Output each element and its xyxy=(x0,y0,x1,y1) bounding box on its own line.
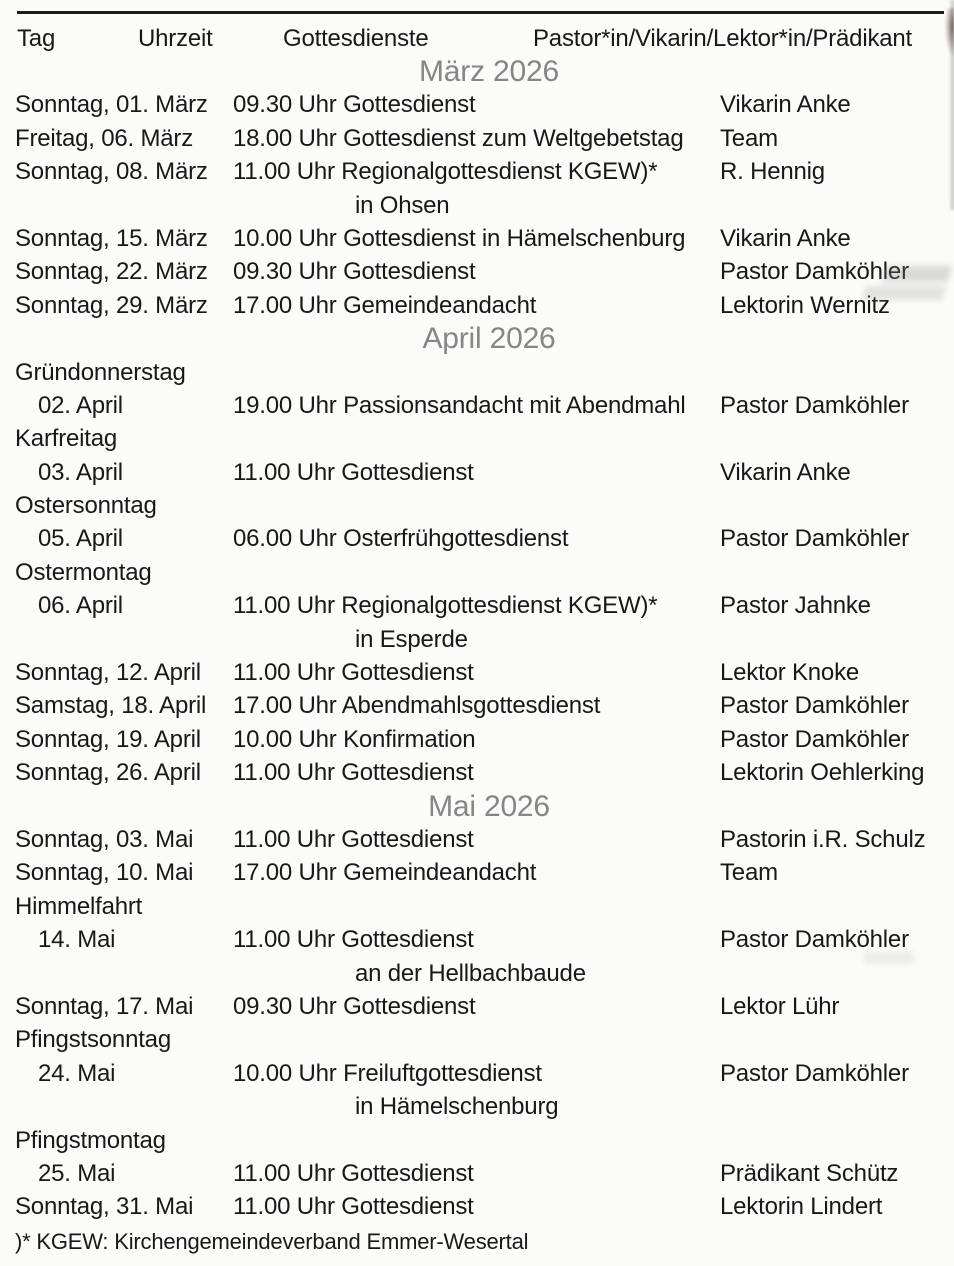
month-heading: März 2026 xyxy=(419,55,559,88)
row-person: Lektorin Wernitz xyxy=(720,291,890,319)
row-day: 03. April xyxy=(38,458,123,486)
row-person: Lektor Knoke xyxy=(720,659,860,687)
row-service: 11.00 Uhr Gottesdienst xyxy=(233,825,474,853)
schedule-row xyxy=(0,155,954,188)
row-service: 09.30 Uhr Gottesdienst xyxy=(233,91,476,119)
schedule-row xyxy=(0,1057,954,1090)
column-header-pastor: Pastor*in/Vikarin/Lektor*in/Prädikant xyxy=(533,25,913,52)
row-day: Sonntag, 29. März xyxy=(15,291,208,319)
schedule-row xyxy=(0,890,954,923)
row-person: R. Hennig xyxy=(720,158,825,186)
row-service: 11.00 Uhr Gottesdienst xyxy=(233,1193,474,1221)
row-person: Pastor Damköhler xyxy=(720,391,909,419)
schedule-row xyxy=(0,489,954,522)
row-service: in Hämelschenburg xyxy=(355,1093,559,1121)
schedule-row xyxy=(0,289,954,322)
schedule-row xyxy=(0,88,954,121)
row-day: Sonntag, 08. März xyxy=(15,158,208,186)
row-day: Freitag, 06. März xyxy=(15,124,193,152)
row-day: Sonntag, 12. April xyxy=(15,659,201,687)
row-person: Lektorin Lindert xyxy=(720,1193,883,1221)
schedule-row xyxy=(0,957,954,990)
row-person: Pastorin i.R. Schulz xyxy=(720,825,926,853)
schedule-row xyxy=(0,856,954,889)
row-person: Vikarin Anke xyxy=(720,91,851,119)
row-day: Pfingstsonntag xyxy=(15,1026,171,1054)
row-day: Sonntag, 31. Mai xyxy=(15,1193,194,1221)
row-service: 19.00 Uhr Passionsandacht mit Abendmahl xyxy=(233,391,686,419)
row-service: 11.00 Uhr Gottesdienst xyxy=(233,659,474,687)
row-service: 10.00 Uhr Konfirmation xyxy=(233,725,476,753)
row-person: Lektorin Oehlerking xyxy=(720,759,925,787)
row-day: Gründonnerstag xyxy=(15,358,186,386)
row-day: Karfreitag xyxy=(15,425,118,453)
row-service: in Ohsen xyxy=(355,191,450,219)
row-person: Lektor Lühr xyxy=(720,992,840,1020)
schedule-row xyxy=(0,1090,954,1123)
schedule-row xyxy=(0,356,954,389)
row-service: 09.30 Uhr Gottesdienst xyxy=(233,258,476,286)
row-day: Sonntag, 15. März xyxy=(15,224,208,252)
row-day: Ostermontag xyxy=(15,558,152,586)
schedule-row xyxy=(0,623,954,656)
column-header-tag: Tag xyxy=(17,25,56,52)
schedule-row xyxy=(0,1023,954,1056)
schedule-row xyxy=(0,222,954,255)
row-person: Team xyxy=(720,124,778,152)
row-day: Sonntag, 19. April xyxy=(15,725,201,753)
schedule-row xyxy=(0,522,954,555)
row-day: 25. Mai xyxy=(38,1159,116,1187)
row-service: 11.00 Uhr Gottesdienst xyxy=(233,458,474,486)
schedule-row xyxy=(0,723,954,756)
schedule-row xyxy=(0,456,954,489)
row-service: an der Hellbachbaude xyxy=(355,959,586,987)
row-person: Pastor Damköhler xyxy=(720,258,909,286)
row-person: Pastor Damköhler xyxy=(720,926,909,954)
schedule-row xyxy=(0,756,954,789)
row-service: 17.00 Uhr Gemeindeandacht xyxy=(233,291,537,319)
row-day: 24. Mai xyxy=(38,1059,116,1087)
row-day: Samstag, 18. April xyxy=(15,692,207,720)
row-service: 17.00 Uhr Gemeindeandacht xyxy=(233,859,537,887)
row-service: 18.00 Uhr Gottesdienst zum Weltgebetstag xyxy=(233,124,684,152)
schedule-row xyxy=(0,255,954,288)
row-day: 14. Mai xyxy=(38,926,116,954)
schedule-row xyxy=(0,589,954,622)
row-person: Prädikant Schütz xyxy=(720,1159,899,1187)
schedule-row xyxy=(0,990,954,1023)
schedule-row xyxy=(0,1157,954,1190)
row-service: 17.00 Uhr Abendmahlsgottesdienst xyxy=(233,692,601,720)
row-service: 11.00 Uhr Gottesdienst xyxy=(233,1159,474,1187)
schedule-row xyxy=(0,923,954,956)
row-day: Sonntag, 26. April xyxy=(15,759,201,787)
footnote: )* KGEW: Kirchengemeindeverband Emmer-Wesertal xyxy=(15,1229,529,1254)
service-schedule xyxy=(0,55,954,1224)
row-person: Team xyxy=(720,859,778,887)
top-rule xyxy=(17,11,944,14)
row-person: Pastor Damköhler xyxy=(720,692,909,720)
schedule-row xyxy=(0,389,954,422)
row-day: Sonntag, 17. Mai xyxy=(15,992,194,1020)
row-day: Ostersonntag xyxy=(15,492,157,520)
table-header xyxy=(0,22,954,55)
row-day: 05. April xyxy=(38,525,123,553)
schedule-row xyxy=(0,189,954,222)
row-person: Pastor Jahnke xyxy=(720,592,871,620)
row-service: in Esperde xyxy=(355,625,468,653)
row-person: Vikarin Anke xyxy=(720,224,851,252)
row-person: Pastor Damköhler xyxy=(720,525,909,553)
schedule-row xyxy=(0,689,954,722)
schedule-row xyxy=(0,656,954,689)
row-service: 10.00 Uhr Gottesdienst in Hämelschenburg xyxy=(233,224,686,252)
row-person: Vikarin Anke xyxy=(720,458,851,486)
row-day: Himmelfahrt xyxy=(15,892,143,920)
row-day: Sonntag, 01. März xyxy=(15,91,208,119)
row-person: Pastor Damköhler xyxy=(720,725,909,753)
row-service: 06.00 Uhr Osterfrühgottesdienst xyxy=(233,525,569,553)
row-day: Sonntag, 03. Mai xyxy=(15,825,194,853)
row-service: 10.00 Uhr Freiluftgottesdienst xyxy=(233,1059,542,1087)
column-header-gottesdienste: Gottesdienste xyxy=(283,25,429,52)
row-day: Sonntag, 22. März xyxy=(15,258,208,286)
schedule-row xyxy=(0,1124,954,1157)
row-day: 02. April xyxy=(38,391,123,419)
row-day: Pfingstmontag xyxy=(15,1126,166,1154)
row-service: 11.00 Uhr Regionalgottesdienst KGEW)* xyxy=(233,158,658,186)
schedule-row xyxy=(0,556,954,589)
schedule-row xyxy=(0,422,954,455)
row-service: 11.00 Uhr Gottesdienst xyxy=(233,759,474,787)
row-day: 06. April xyxy=(38,592,123,620)
row-person: Pastor Damköhler xyxy=(720,1059,909,1087)
schedule-row xyxy=(0,1190,954,1223)
month-heading: April 2026 xyxy=(422,322,556,356)
row-day: Sonntag, 10. Mai xyxy=(15,859,194,887)
row-service: 11.00 Uhr Gottesdienst xyxy=(233,926,474,954)
schedule-row xyxy=(0,122,954,155)
row-service: 11.00 Uhr Regionalgottesdienst KGEW)* xyxy=(233,592,658,620)
column-header-uhrzeit: Uhrzeit xyxy=(138,25,213,52)
month-heading: Mai 2026 xyxy=(428,789,550,823)
row-service: 09.30 Uhr Gottesdienst xyxy=(233,992,476,1020)
schedule-row xyxy=(0,823,954,856)
